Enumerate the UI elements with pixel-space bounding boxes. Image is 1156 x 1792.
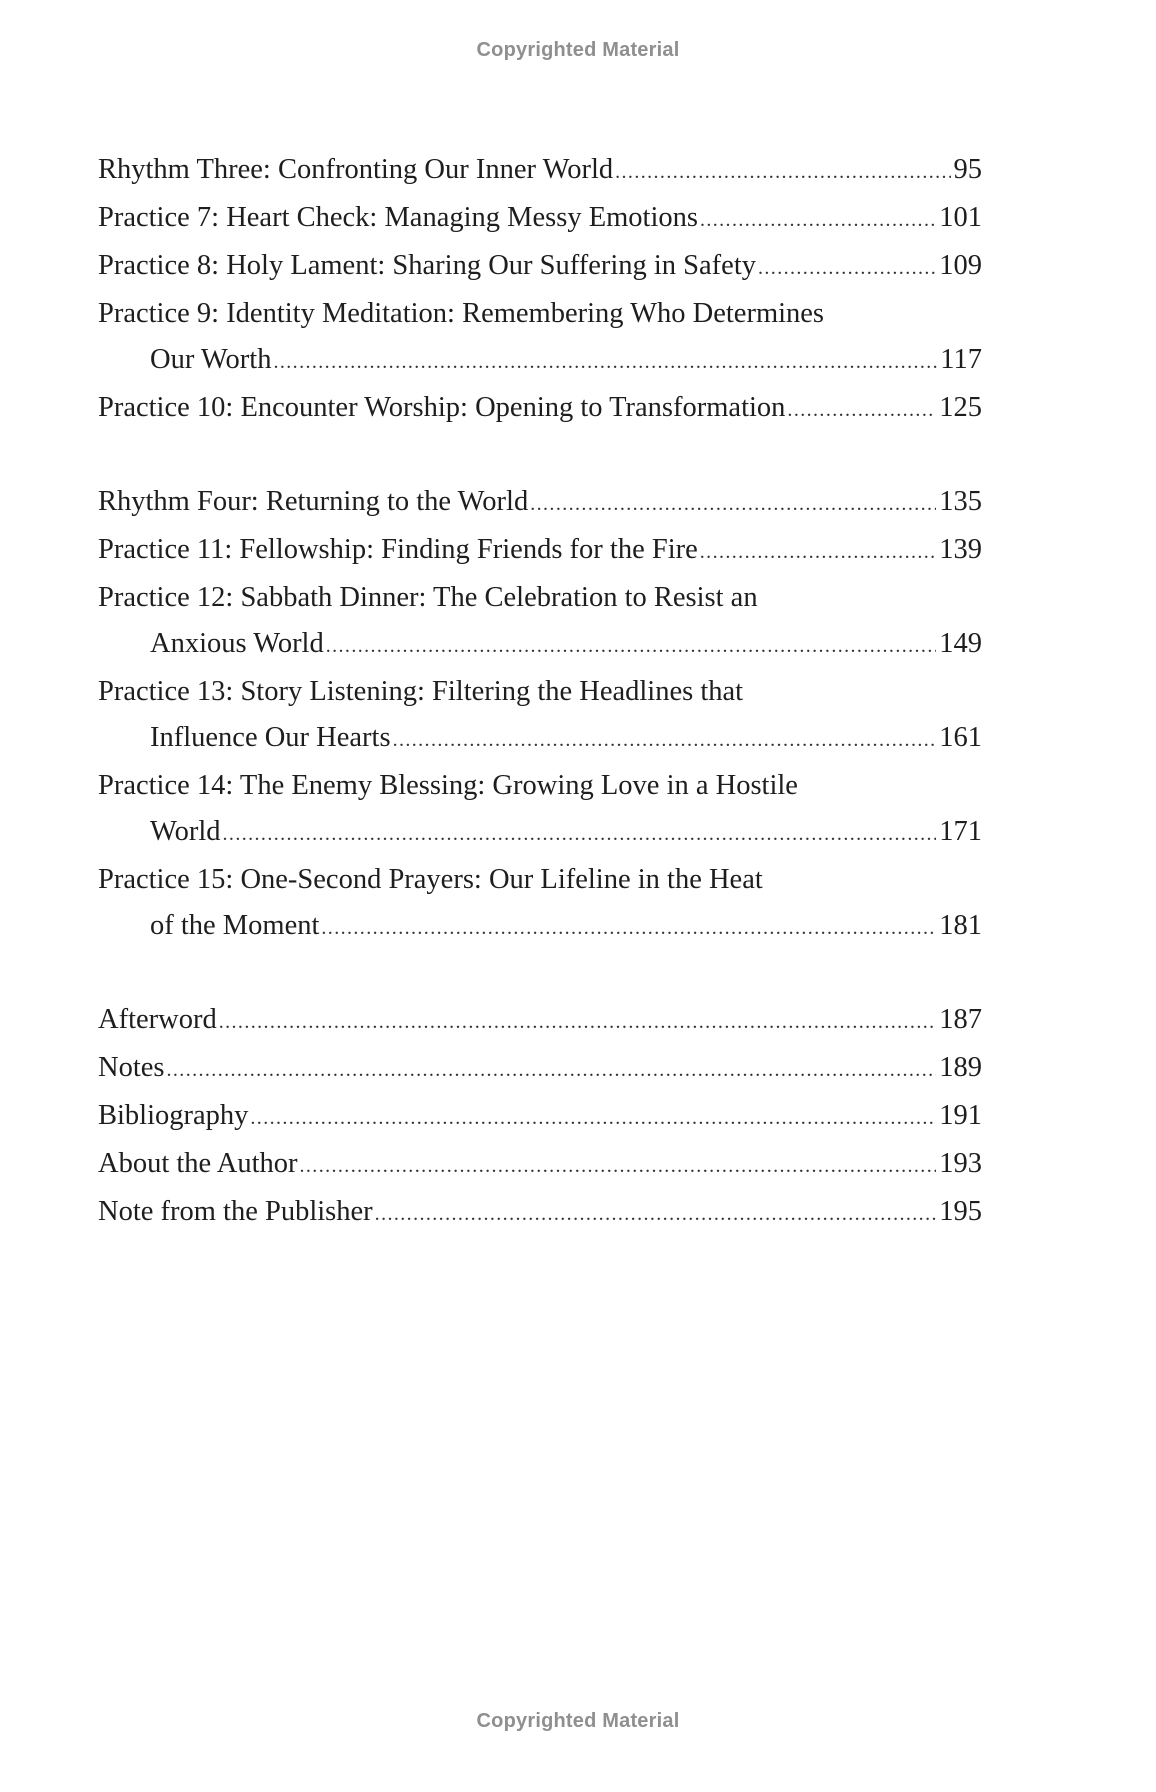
toc-entry-title: Notes [98, 1052, 165, 1083]
toc-entry-title: Bibliography [98, 1100, 249, 1131]
toc-entry-title: Note from the Publisher [98, 1196, 373, 1227]
toc-entry-title: Practice 8: Holy Lament: Sharing Our Suffering in Safety [98, 250, 756, 281]
toc-entry-title: Practice 12: Sabbath Dinner: The Celebration to Resist an [98, 582, 758, 613]
toc-entry-page: 195 [939, 1196, 982, 1227]
toc-entry[interactable] [98, 385, 982, 433]
toc-entry[interactable] [98, 527, 982, 575]
toc-entry[interactable] [98, 147, 982, 195]
toc-entry-title-continuation: Influence Our Hearts [150, 722, 391, 753]
toc-entry[interactable] [98, 1093, 982, 1141]
toc-entry-title-continuation: of the Moment [150, 910, 320, 941]
toc-entry[interactable] [98, 857, 982, 951]
dot-leader [375, 1191, 937, 1237]
toc-entry-title: Practice 15: One-Second Prayers: Our Lifeline in the Heat [98, 864, 763, 895]
toc-entry-page: 187 [939, 1004, 982, 1035]
toc-entry-title: Practice 11: Fellowship: Finding Friends for the Fire [98, 534, 698, 565]
dot-leader [787, 387, 936, 433]
toc-entry[interactable] [98, 1045, 982, 1093]
toc-entry-page: 161 [939, 722, 982, 753]
toc-entry-title: Practice 13: Story Listening: Filtering the Headlines that [98, 676, 744, 707]
toc-entry-page: 149 [939, 628, 982, 659]
dot-leader [273, 339, 937, 385]
toc-entry-title: Afterword [98, 1004, 217, 1035]
dot-leader [393, 717, 937, 763]
copyright-watermark-bottom: Copyrighted Material [476, 1710, 680, 1732]
toc-entry[interactable] [98, 291, 982, 385]
dot-leader [300, 1143, 937, 1189]
dot-leader [223, 811, 937, 857]
toc-entry-page: 181 [939, 910, 982, 941]
table-of-contents [98, 147, 982, 1237]
toc-entry[interactable] [98, 997, 982, 1045]
toc-entry[interactable] [98, 763, 982, 857]
toc-entry-page: 191 [939, 1100, 982, 1131]
toc-section-rhythm-four [98, 479, 982, 951]
toc-entry-title: Rhythm Four: Returning to the World [98, 486, 529, 517]
toc-entry[interactable] [98, 243, 982, 291]
toc-section-rhythm-three [98, 147, 982, 433]
dot-leader [326, 623, 937, 669]
toc-entry-title: Rhythm Three: Confronting Our Inner World [98, 154, 614, 185]
dot-leader [321, 905, 936, 951]
toc-entry[interactable] [98, 1189, 982, 1237]
dot-leader [250, 1095, 936, 1141]
toc-entry[interactable] [98, 575, 982, 669]
dot-leader [530, 481, 936, 527]
toc-entry-title: Practice 9: Identity Meditation: Remembering Who Determines [98, 298, 825, 329]
toc-entry-page: 189 [939, 1052, 982, 1083]
toc-entry-title: Practice 7: Heart Check: Managing Messy Emotions [98, 202, 698, 233]
toc-entry-page: 117 [940, 344, 982, 375]
toc-entry-page: 125 [939, 392, 982, 423]
toc-entry[interactable] [98, 479, 982, 527]
toc-entry-title-continuation: Our Worth [150, 344, 272, 375]
toc-entry-page: 109 [939, 250, 982, 281]
dot-leader [615, 149, 950, 195]
dot-leader [758, 245, 936, 291]
toc-entry-page: 135 [939, 486, 982, 517]
toc-section-back-matter [98, 997, 982, 1237]
toc-entry[interactable] [98, 669, 982, 763]
toc-entry[interactable] [98, 195, 982, 243]
toc-entry[interactable] [98, 1141, 982, 1189]
dot-leader [219, 999, 937, 1045]
toc-entry-page: 139 [939, 534, 982, 565]
copyright-watermark-top: Copyrighted Material [476, 39, 680, 61]
toc-entry-title: About the Author [98, 1148, 298, 1179]
toc-entry-page: 193 [939, 1148, 982, 1179]
toc-entry-page: 95 [953, 154, 982, 185]
dot-leader [700, 197, 936, 243]
dot-leader [167, 1047, 937, 1093]
toc-entry-title: Practice 14: The Enemy Blessing: Growing Love in a Hostile [98, 770, 798, 801]
dot-leader [700, 529, 936, 575]
toc-entry-title-continuation: Anxious World [150, 628, 324, 659]
toc-entry-page: 171 [939, 816, 982, 847]
toc-entry-title-continuation: World [150, 816, 221, 847]
toc-entry-title: Practice 10: Encounter Worship: Opening to Transformation [98, 392, 786, 423]
toc-entry-page: 101 [939, 202, 982, 233]
